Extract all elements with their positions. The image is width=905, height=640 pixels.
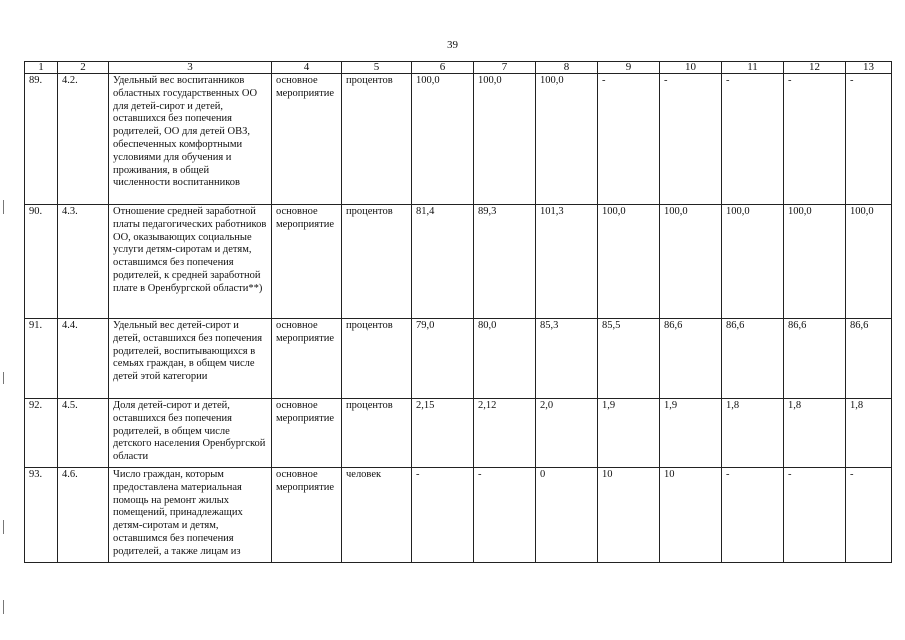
type-cell: основное мероприятие: [272, 74, 342, 205]
unit-cell: процентов: [342, 205, 412, 319]
value-cell: 100,0: [536, 74, 598, 205]
unit-cell: человек: [342, 468, 412, 563]
value-cell: 100,0: [722, 205, 784, 319]
value-cell: -: [784, 74, 846, 205]
table-row: [25, 205, 892, 319]
value-cell: 2,12: [474, 399, 536, 468]
row-code-cell: 4.3.: [58, 205, 109, 319]
value-cell: 86,6: [784, 319, 846, 399]
value-cell: 2,0: [536, 399, 598, 468]
value-cell: 100,0: [598, 205, 660, 319]
indicator-cell: Число граждан, которым предоставлена материальная помощь на ремонт жилых помещений, принадлежащих детям-сиротам и детям, оставшимся без попечения родителей, а также лицам из: [109, 468, 272, 563]
unit-cell: процентов: [342, 399, 412, 468]
type-cell: основное мероприятие: [272, 205, 342, 319]
value-cell: -: [474, 468, 536, 563]
header-cell: 8: [536, 62, 598, 74]
value-cell: -: [722, 74, 784, 205]
value-cell: -: [660, 74, 722, 205]
row-code-cell: 4.2.: [58, 74, 109, 205]
value-cell: 1,9: [660, 399, 722, 468]
header-cell: 4: [272, 62, 342, 74]
value-cell: 85,3: [536, 319, 598, 399]
value-cell: 1,9: [598, 399, 660, 468]
value-cell: 100,0: [660, 205, 722, 319]
row-number-cell: 89.: [25, 74, 58, 205]
value-cell: 85,5: [598, 319, 660, 399]
value-cell: -: [846, 74, 892, 205]
value-cell: 1,8: [722, 399, 784, 468]
row-number-cell: 91.: [25, 319, 58, 399]
row-code-cell: 4.6.: [58, 468, 109, 563]
indicator-cell: Доля детей-сирот и детей, оставшихся без попечения родителей, в общем числе детского населения Оренбургской области: [109, 399, 272, 468]
value-cell: 1,8: [784, 399, 846, 468]
value-cell: 100,0: [846, 205, 892, 319]
margin-mark: [3, 600, 4, 614]
margin-mark: [3, 200, 4, 214]
value-cell: 100,0: [474, 74, 536, 205]
type-cell: основное мероприятие: [272, 468, 342, 563]
row-code-cell: 4.5.: [58, 399, 109, 468]
header-cell: 3: [109, 62, 272, 74]
value-cell: 0: [536, 468, 598, 563]
margin-mark: [3, 520, 4, 534]
indicators-table: [24, 61, 892, 563]
value-cell: -: [598, 74, 660, 205]
header-row: [25, 62, 892, 74]
row-number-cell: 93.: [25, 468, 58, 563]
table-row: [25, 74, 892, 205]
header-cell: 5: [342, 62, 412, 74]
unit-cell: процентов: [342, 74, 412, 205]
row-code-cell: 4.4.: [58, 319, 109, 399]
value-cell: 100,0: [412, 74, 474, 205]
indicator-cell: Отношение средней заработной платы педагогических работников ОО, оказывающих социальные услуги детям-сиротам и детям, оставшимся без попечения родителей, к средней заработной плате в Оренбургской области**): [109, 205, 272, 319]
value-cell: -: [846, 468, 892, 563]
value-cell: 86,6: [722, 319, 784, 399]
value-cell: 1,8: [846, 399, 892, 468]
header-cell: 7: [474, 62, 536, 74]
row-number-cell: 90.: [25, 205, 58, 319]
value-cell: 81,4: [412, 205, 474, 319]
unit-cell: процентов: [342, 319, 412, 399]
header-cell: 9: [598, 62, 660, 74]
table-row: [25, 399, 892, 468]
value-cell: 101,3: [536, 205, 598, 319]
header-cell: 13: [846, 62, 892, 74]
table-row: [25, 319, 892, 399]
indicator-cell: Удельный вес детей-сирот и детей, оставшихся без попечения родителей, воспитывающихся в семьях граждан, в общем числе детей этой категории: [109, 319, 272, 399]
header-cell: 1: [25, 62, 58, 74]
value-cell: 2,15: [412, 399, 474, 468]
value-cell: 86,6: [846, 319, 892, 399]
value-cell: 89,3: [474, 205, 536, 319]
value-cell: 100,0: [784, 205, 846, 319]
header-cell: 6: [412, 62, 474, 74]
header-cell: 2: [58, 62, 109, 74]
value-cell: 79,0: [412, 319, 474, 399]
row-number-cell: 92.: [25, 399, 58, 468]
header-cell: 11: [722, 62, 784, 74]
margin-mark: [3, 372, 4, 384]
value-cell: -: [784, 468, 846, 563]
header-cell: 12: [784, 62, 846, 74]
indicator-cell: Удельный вес воспитанников областных государственных ОО для детей-сирот и детей, оставшихся без попечения родителей, ОО для детей ОВЗ, обеспеченных комфортными условиями для обучения и проживания, в общей численности воспитанников: [109, 74, 272, 205]
value-cell: -: [722, 468, 784, 563]
table-row: [25, 468, 892, 563]
header-cell: 10: [660, 62, 722, 74]
value-cell: -: [412, 468, 474, 563]
value-cell: 86,6: [660, 319, 722, 399]
type-cell: основное мероприятие: [272, 319, 342, 399]
page-number: 39: [447, 39, 458, 51]
type-cell: основное мероприятие: [272, 399, 342, 468]
value-cell: 10: [660, 468, 722, 563]
value-cell: 80,0: [474, 319, 536, 399]
value-cell: 10: [598, 468, 660, 563]
